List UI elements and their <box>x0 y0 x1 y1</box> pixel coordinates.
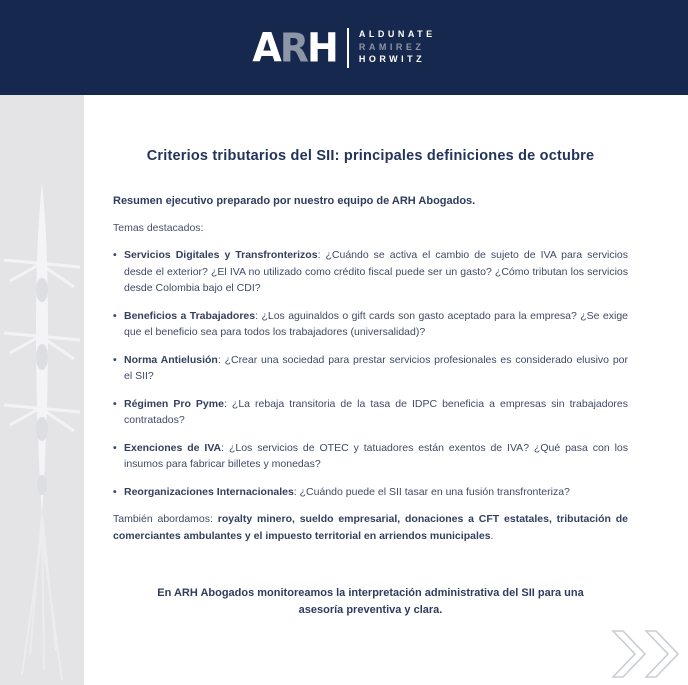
topic-text: : ¿Los servicios de OTEC y tatuadores están exentos de IVA? ¿Qué pasa con los insumos para fabricar billetes y monedas? <box>124 441 628 470</box>
firm-line-horwitz: HORWITZ <box>358 54 426 65</box>
arh-monogram <box>252 24 337 71</box>
bullet-dot: • <box>113 397 117 410</box>
topic-title: Régimen Pro Pyme <box>124 397 224 410</box>
topic-text: : ¿Crear una sociedad para prestar servicios profesionales es considerado elusivo por el SII? <box>124 353 629 382</box>
list-item <box>113 396 628 429</box>
firm-line-aldunate: ALDUNATE <box>358 28 436 39</box>
firm-name-block <box>359 30 436 66</box>
list-item <box>113 308 628 341</box>
topic-title: Exenciones de IVA <box>124 441 222 454</box>
bullet-dot: • <box>113 441 117 454</box>
topic-text: : ¿La rebaja transitoria de la tasa de IDPC beneficia a empresas sin trabajadores contratados? <box>124 397 629 426</box>
list-item <box>113 440 628 473</box>
topic-text: : ¿Los aguinaldos o gift cards son gasto aceptado para la empresa? ¿Se exige que el beneficio sea para todos los trabajadores (universalidad)? <box>124 309 629 338</box>
bullet-dot: • <box>113 249 117 261</box>
page-title: Criterios tributarios del SII: principales definiciones de octubre <box>146 148 595 164</box>
list-item <box>113 247 628 297</box>
monogram-letter-a: A <box>252 24 280 71</box>
main-content <box>84 95 688 685</box>
topics-label: Temas destacados: <box>113 222 204 234</box>
monogram-letter-r: R <box>279 24 308 71</box>
side-strip <box>0 95 84 685</box>
lead-sentence: Resumen ejecutivo preparado por nuestro equipo de ARH Abogados. <box>113 195 476 207</box>
topics-list <box>113 247 628 500</box>
bullet-dot: • <box>113 309 117 322</box>
list-item <box>113 484 628 501</box>
also-topics: royalty minero, sueldo empresarial, donaciones a CFT estatales, tributación de comerciantes ambulantes y el impuesto territorial en arriendos municipales <box>113 513 628 542</box>
topic-title: Servicios Digitales y Transfronterizos <box>124 249 318 261</box>
also-suffix: . <box>490 529 494 542</box>
monogram-letter-h: H <box>307 24 337 71</box>
logo-divider <box>347 28 349 68</box>
rowing-boat-image <box>0 95 84 685</box>
also-paragraph <box>113 511 628 544</box>
header-band <box>0 0 688 95</box>
bullet-dot: • <box>113 353 117 366</box>
closing-statement: En ARH Abogados monitoreamos la interpretación administrativa del SII para una asesoría preventiva y clara. <box>157 587 584 616</box>
firm-line-ramirez: RAMIREZ <box>358 41 425 52</box>
topic-title: Norma Antielusión <box>124 353 218 366</box>
arh-logo <box>252 24 436 71</box>
chevron-right-icon[interactable] <box>643 628 683 680</box>
topic-text: : ¿Cuándo se activa el cambio de sujeto de IVA para servicios desde el exterior? ¿El IVA no utilizado como crédito fiscal puede ser un gasto? ¿Cómo tributan los servicios desde Colombia bajo el CDI? <box>124 249 628 294</box>
topic-title: Beneficios a Trabajadores <box>124 309 256 322</box>
next-slide-control[interactable] <box>610 628 683 680</box>
topic-title: Reorganizaciones Internacionales <box>124 485 294 498</box>
list-item <box>113 352 628 385</box>
bullet-dot: • <box>113 485 117 498</box>
also-prefix: También abordamos: <box>113 513 218 525</box>
topic-text: : ¿Cuándo puede el SII tasar en una fusión transfronteriza? <box>293 485 570 498</box>
